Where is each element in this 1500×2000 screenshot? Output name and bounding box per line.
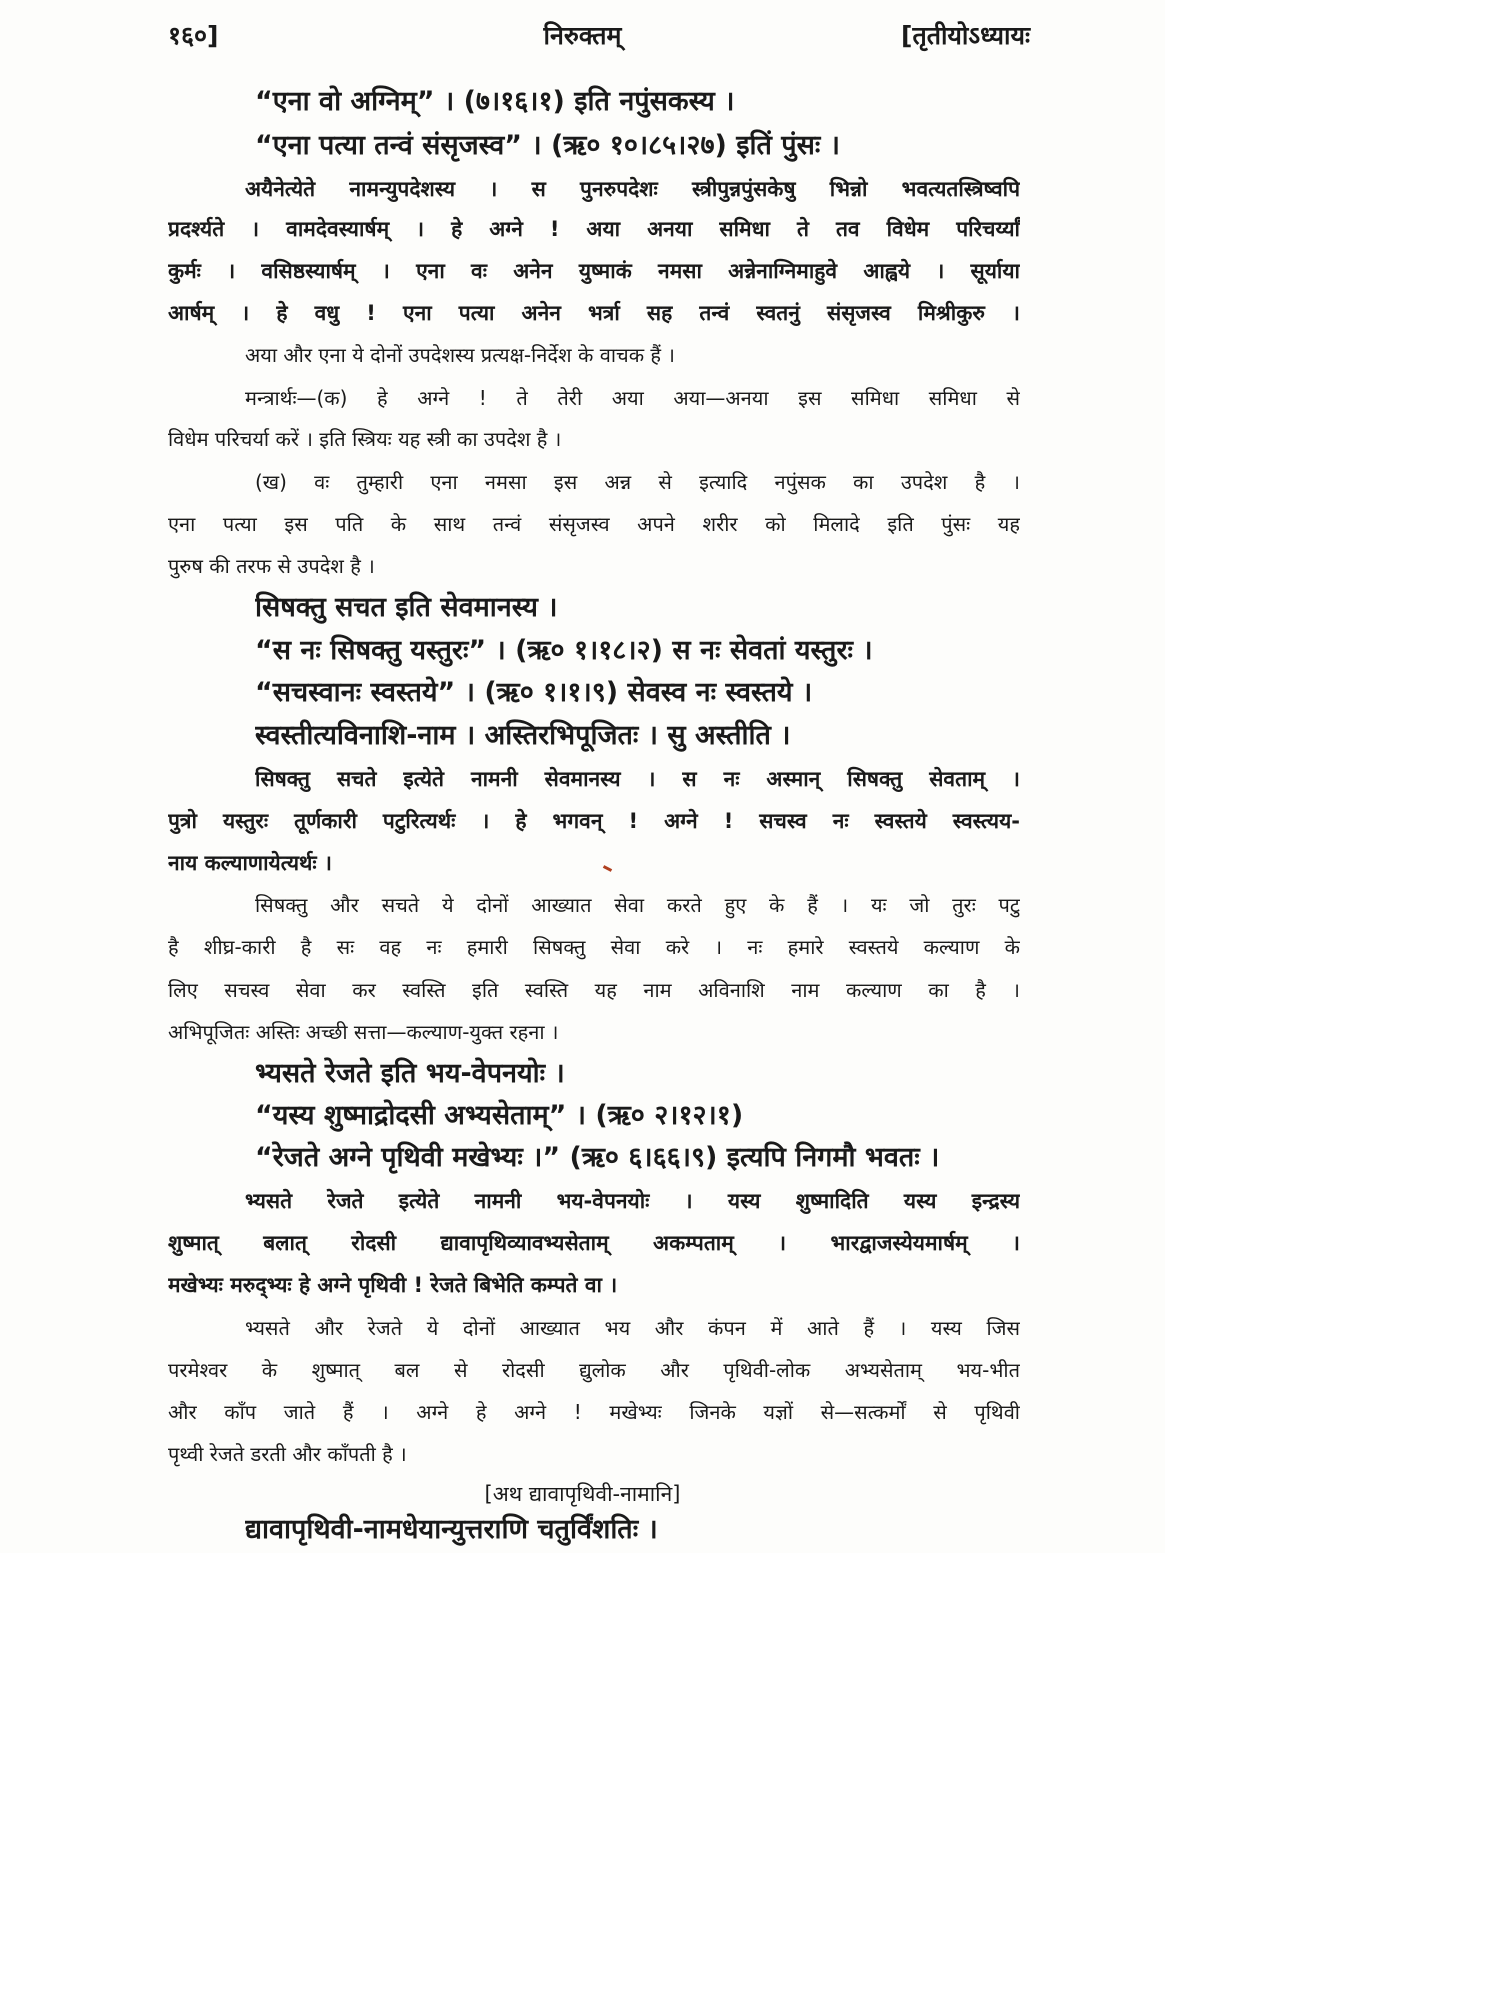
translation-line: भ्यसते और रेजते ये दोनों आख्यात भय और कंपन में आते हैं । यस्य जिस	[245, 1316, 1020, 1340]
translation-line: मन्त्रार्थः—(क) हे अग्ने ! ते तेरी अया अया—अनया इस समिधा समिधा से	[245, 386, 1020, 410]
verse-line: “एना वो अग्निम्” । (७।१६।१) इति नपुंसकस्य ।	[255, 86, 735, 117]
commentary-line: नाय कल्याणायेत्यर्थः ।	[168, 851, 332, 875]
commentary-line: भ्यसते रेजते इत्येते नामनी भय-वेपनयोः । यस्य शुष्मादिति यस्य इन्द्रस्य	[245, 1189, 1020, 1213]
translation-line: सिषक्तु और सचते ये दोनों आख्यात सेवा करते हुए के हैं । यः जो तुरः पटु	[255, 893, 1020, 917]
translation-line: विधेम परिचर्या करें । इति स्त्रियः यह स्त्री का उपदेश है ।	[168, 427, 562, 451]
translation-line: परमेश्वर के शुष्मात् बल से रोदसी द्युलोक और पृथिवी-लोक अभ्यसेताम् भय-भीत	[168, 1358, 1020, 1382]
verse-line: स्वस्तीत्यविनाशि-नाम । अस्तिरभिपूजितः । सु अस्तीति ।	[255, 720, 791, 751]
translation-line: और काँप जाते हैं । अग्ने हे अग्ने ! मखेभ्यः जिनके यज्ञों से—सत्कर्मों से पृथिवी	[168, 1400, 1020, 1424]
ink-mark	[603, 865, 612, 872]
translation-line: पृथ्वी रेजते डरती और काँपती है ।	[168, 1442, 407, 1466]
commentary-line: पुत्रो यस्तुरः तूर्णकारी पटुरित्यर्थः । हे भगवन् ! अग्ने ! सचस्व नः स्वस्तये स्वस्त्यय-	[168, 809, 1020, 833]
commentary-line: अयैनेत्येते नामन्युपदेशस्य । स पुनरुपदेशः स्त्रीपुन्नपुंसकेषु भिन्नो भवत्यतस्त्रिष्वपि	[245, 177, 1020, 201]
section-heading: [अथ द्यावापृथिवी-नामानि]	[484, 1482, 681, 1506]
translation-line: पुरुष की तरफ से उपदेश है ।	[168, 554, 375, 578]
verse-line: “रेजते अग्ने पृथिवी मखेभ्यः ।” (ऋ० ६।६६।९) इत्यपि निगमौ भवतः ।	[255, 1142, 940, 1173]
commentary-line: कुर्मः । वसिष्ठस्यार्षम् । एना वः अनेन युष्माकं नमसा अन्नेनाग्निमाहुवे आह्वये । सूर्याया	[168, 259, 1020, 283]
commentary-line: सिषक्तु सचते इत्येते नामनी सेवमानस्य । स नः अस्मान् सिषक्तु सेवताम् ।	[255, 767, 1020, 791]
translation-line: (ख) वः तुम्हारी एना नमसा इस अन्न से इत्यादि नपुंसक का उपदेश है ।	[255, 470, 1020, 494]
translation-line: अभिपूजितः अस्तिः अच्छी सत्ता—कल्याण-युक्त रहना ।	[168, 1020, 559, 1044]
translation-line: अया और एना ये दोनों उपदेशस्य प्रत्यक्ष-निर्देश के वाचक हैं ।	[245, 343, 675, 367]
page-number: १६०]	[168, 21, 219, 50]
page-title: निरुक्तम्	[543, 21, 622, 50]
commentary-line: आर्षम् । हे वधु ! एना पत्या अनेन भर्त्रा सह तन्वं स्वतनुं संसृजस्व मिश्रीकुरु ।	[168, 301, 1020, 325]
verse-line: सिषक्तु सचत इति सेवमानस्य ।	[255, 592, 558, 623]
verse-line: “एना पत्या तन्वं संसृजस्व” । (ऋ० १०।८५।२७) इतिं पुंसः ।	[255, 130, 840, 161]
verse-line: “सचस्वानः स्वस्तये” । (ऋ० १।१।९) सेवस्व नः स्वस्तये ।	[255, 677, 813, 708]
verse-line: “यस्य शुष्माद्रोदसी अभ्यसेताम्” । (ऋ० २।१२।१)	[255, 1100, 744, 1131]
translation-line: एना पत्या इस पति के साथ तन्वं संसृजस्व अपने शरीर को मिलादे इति पुंसः यह	[168, 512, 1020, 536]
verse-line: भ्यसते रेजते इति भय-वेपनयोः ।	[255, 1058, 565, 1089]
verse-line: “स नः सिषक्तु यस्तुरः” । (ऋ० १।१८।२) स नः सेवतां यस्तुरः ।	[255, 635, 873, 666]
translation-line: लिए सचस्व सेवा कर स्वस्ति इति स्वस्ति यह नाम अविनाशि नाम कल्याण का है ।	[168, 978, 1020, 1002]
translation-line: है शीघ्र-कारी है सः वह नः हमारी सिषक्तु सेवा करे । नः हमारे स्वस्तये कल्याण के	[168, 935, 1020, 959]
commentary-line: प्रदर्श्यते । वामदेवस्यार्षम् । हे अग्ने ! अया अनया समिधा ते तव विधेम परिचर्य्यां	[168, 217, 1020, 241]
commentary-line: शुष्मात् बलात् रोदसी द्यावापृथिव्यावभ्यसेताम् अकम्पताम् । भारद्वाजस्येयमार्षम् ।	[168, 1231, 1020, 1255]
commentary-line: मखेभ्यः मरुद्भ्यः हे अग्ने पृथिवी ! रेजते बिभेति कम्पते वा ।	[168, 1273, 618, 1297]
verse-line: द्यावापृथिवी-नामधेयान्युत्तराणि चतुर्विंशतिः ।	[245, 1514, 658, 1545]
chapter-title: [तृतीयोऽध्यायः	[901, 21, 1030, 50]
